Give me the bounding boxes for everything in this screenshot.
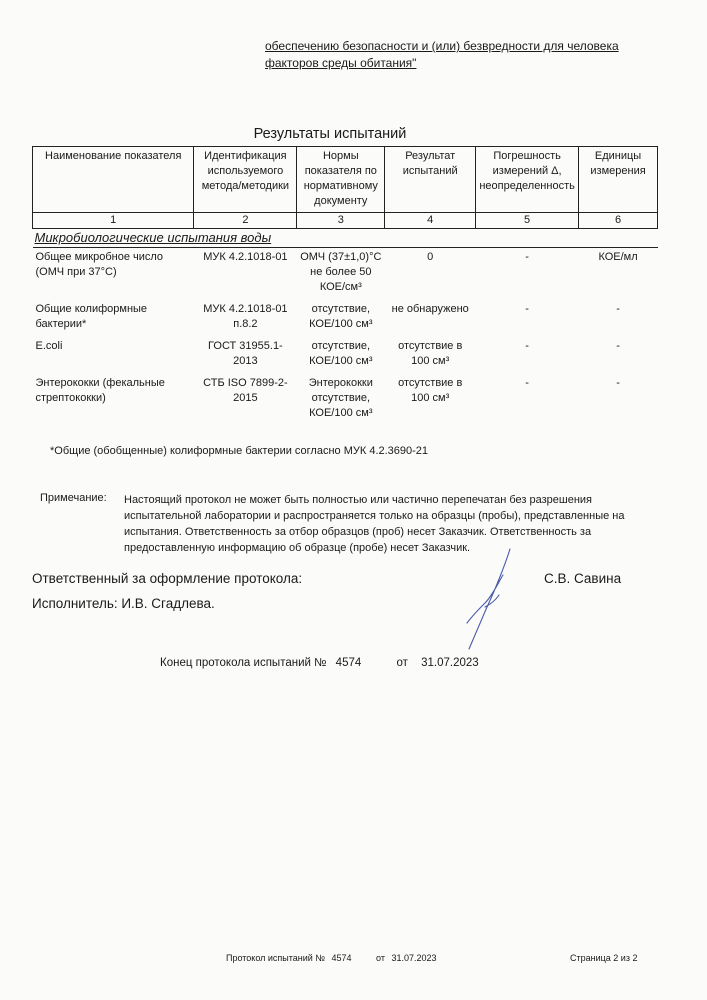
responsible-label: Ответственный за оформление протокола: [32,571,303,586]
footer-protocol-number: 4574 [331,953,352,963]
row-error: - [525,377,529,389]
footnote: *Общие (обобщенные) колиформные бактерии согласно МУК 4.2.3690-21 [50,445,429,457]
table-row [33,300,658,337]
note-text: Настоящий протокол не может быть полностью или частично перепечатан без разрешения испытательной лаборатории и распространяется только на образцы (пробы), представленные на испытания. Ответственность за отбор образцов (проб) несет Заказчик. Ответственность за предоставленную информацию об образце (пробе) несет Заказчик. [124,494,625,554]
header-method: Идентификация используемого метода/методики [194,147,297,213]
header-result: Результат испытаний [385,147,476,213]
executor: Исполнитель: И.В. Сгадлева. [32,596,215,611]
signature-icon [455,545,525,655]
end-of-protocol-from: от [396,657,408,669]
row-norm: отсутствие, КОЕ/100 см³ [309,340,373,367]
row-norm: отсутствие, КОЕ/100 см³ [309,303,373,330]
footer-page-number: Страница 2 из 2 [570,953,638,963]
row-error: - [525,340,529,352]
column-number: 6 [579,213,658,229]
column-numbers-row [33,213,658,229]
row-indicator-name: Энтерококки (фекальные стрептококки) [35,377,165,404]
table-row [33,337,658,374]
column-number: 3 [297,213,385,229]
row-norm: Энтерококки отсутствие, КОЕ/100 см³ [308,377,373,419]
footer-protocol [226,953,437,963]
row-indicator-name: E.coli [35,340,63,352]
end-of-protocol [160,657,479,669]
section-row [33,229,658,248]
header-line-1: обеспечению безопасности и (или) безвредности для человека [265,39,619,53]
row-method: ГОСТ 31955.1-2013 [208,340,283,367]
end-of-protocol-date: 31.07.2023 [421,657,479,669]
results-table [32,146,658,426]
section-title: Микробиологические испытания воды [33,229,658,248]
row-unit: - [616,340,620,352]
row-norm: ОМЧ (37±1,0)°С не более 50 КОЕ/см³ [300,251,382,293]
column-number: 1 [33,213,194,229]
row-method: МУК 4.2.1018-01 [203,251,288,263]
end-of-protocol-number: 4574 [335,657,362,669]
row-error: - [525,303,529,315]
footer-from: от [376,953,385,963]
row-method: СТБ ISO 7899-2-2015 [203,377,288,404]
header-unit: Единицы измерения [579,147,658,213]
column-number: 5 [476,213,579,229]
row-method: МУК 4.2.1018-01 п.8.2 [203,303,288,330]
table-row [33,374,658,426]
footer-date: 31.07.2023 [391,953,437,963]
note-label: Примечание: [40,492,107,504]
row-result: 0 [427,251,434,263]
row-unit: - [616,377,620,389]
row-error: - [525,251,529,263]
end-of-protocol-text: Конец протокола испытаний № [160,657,327,669]
row-indicator-name: Общие колиформные бактерии* [35,303,148,330]
page-title: Результаты испытаний [253,126,407,142]
responsible-name: С.В. Савина [544,571,622,586]
row-result: не обнаружено [391,303,469,315]
header-error: Погрешность измерений Δ, неопределенность [476,147,579,213]
header-line-2: факторов среды обитания" [265,56,417,70]
row-indicator-name: Общее микробное число (ОМЧ при 37°С) [35,251,164,278]
row-unit: - [616,303,620,315]
column-number: 4 [385,213,476,229]
table-header-row [33,147,658,213]
table-row [33,248,658,301]
header-indicator-name: Наименование показателя [33,147,194,213]
row-unit: КОЕ/мл [598,251,638,263]
column-number: 2 [194,213,297,229]
row-result: отсутствие в 100 см³ [398,340,463,367]
footer-protocol-text: Протокол испытаний № [226,953,325,963]
header-norm: Нормы показателя по нормативному документу [297,147,385,213]
row-result: отсутствие в 100 см³ [398,377,463,404]
